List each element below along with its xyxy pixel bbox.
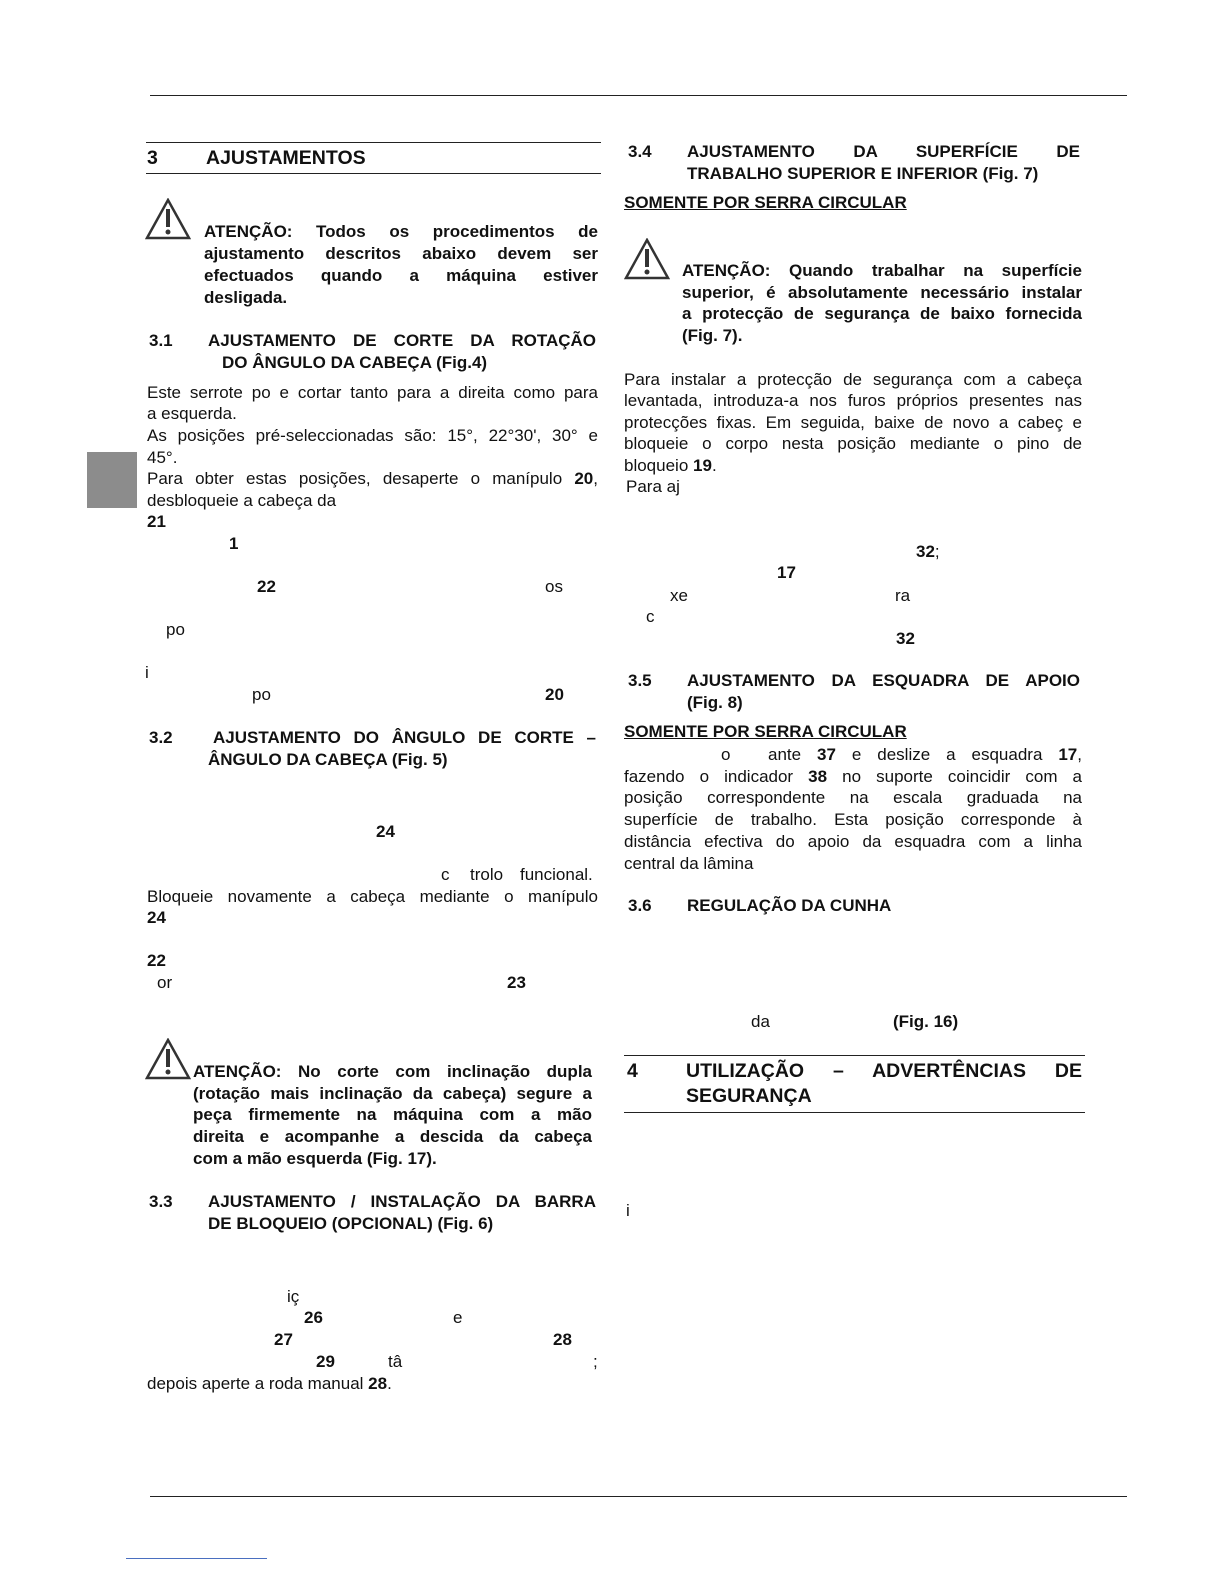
body-line: As posições pré-seleccionadas são: 15°, 22°30', 30° e bbox=[147, 426, 598, 445]
text: , bbox=[593, 469, 598, 488]
footer-rule bbox=[150, 1496, 1127, 1497]
ref-number: 19 bbox=[693, 456, 712, 475]
ref-number: 22 bbox=[147, 951, 166, 970]
ref-number: 20 bbox=[574, 469, 594, 488]
subsection-number: 3.4 bbox=[628, 142, 652, 161]
body-line: Este serrote po e cortar tanto para a direita como para bbox=[147, 383, 598, 402]
ref-number: 29 bbox=[316, 1352, 335, 1371]
ref-number: 17 bbox=[1058, 745, 1078, 764]
warning-text-line: com a mão esquerda (Fig. 17). bbox=[193, 1149, 437, 1168]
subsection-subtitle: SOMENTE POR SERRA CIRCULAR bbox=[624, 193, 907, 212]
warning-icon bbox=[145, 1038, 191, 1080]
section-title: AJUSTAMENTOS bbox=[206, 147, 366, 169]
subsection-title: DE BLOQUEIO (OPCIONAL) (Fig. 6) bbox=[208, 1214, 494, 1233]
text-fragment bbox=[916, 542, 940, 562]
body-line: central da lâmina bbox=[624, 854, 754, 873]
body-line: Bloqueie novamente a cabeça mediante o manípulo bbox=[147, 887, 598, 906]
section-title: UTILIZAÇÃO – ADVERTÊNCIAS DE bbox=[686, 1060, 1082, 1082]
text-fragment: xe bbox=[670, 586, 688, 605]
subsection-title: AJUSTAMENTO DA ESQUADRA DE APOIO bbox=[687, 671, 1080, 690]
ref-number: 1 bbox=[229, 534, 239, 553]
ref-number: 23 bbox=[507, 973, 526, 992]
section-rule-top bbox=[146, 142, 601, 143]
body-line: levantada, introduza-a nos furos próprios presentes nas bbox=[624, 391, 1082, 410]
warning-icon bbox=[624, 238, 670, 280]
subsection-number: 3.6 bbox=[628, 896, 652, 915]
subsection-number: 3.3 bbox=[149, 1192, 173, 1211]
text: , bbox=[1077, 745, 1082, 764]
ref-number: 28 bbox=[553, 1330, 572, 1349]
subsection-title: DO ÂNGULO DA CABEÇA (Fig.4) bbox=[222, 353, 488, 372]
text: fazendo o indicador bbox=[624, 767, 809, 786]
body-line: 45°. bbox=[147, 448, 178, 467]
warning-icon bbox=[145, 198, 191, 240]
text-fragment: o bbox=[721, 745, 731, 764]
body-line: Para aj bbox=[626, 477, 680, 496]
section-rule-bottom bbox=[146, 173, 601, 174]
section-title: SEGURANÇA bbox=[686, 1085, 812, 1107]
ref-number: 20 bbox=[545, 685, 564, 704]
text: e deslize a esquadra bbox=[835, 745, 1059, 764]
body-line bbox=[768, 745, 1082, 765]
text-fragment: po bbox=[252, 685, 271, 704]
ref-number: 21 bbox=[147, 512, 166, 531]
text-fragment: tâ bbox=[388, 1352, 403, 1371]
ref-number: 26 bbox=[304, 1308, 323, 1327]
body-line bbox=[147, 1374, 392, 1394]
subsection-number: 3.2 bbox=[149, 728, 173, 747]
body-line: Para instalar a protecção de segurança com a cabeça bbox=[624, 370, 1082, 389]
warning-text-line: ATENÇÃO: Quando trabalhar na superfície bbox=[682, 261, 1082, 280]
chapter-tab-marker bbox=[87, 452, 137, 508]
text-fragment: or bbox=[157, 973, 173, 992]
text: depois aperte a roda manual bbox=[147, 1374, 369, 1393]
ref-number: 24 bbox=[147, 908, 166, 927]
footer-link-line bbox=[126, 1558, 267, 1559]
text: ; bbox=[934, 542, 940, 561]
warning-text-line: a protecção de segurança de baixo fornecida bbox=[682, 304, 1082, 323]
body-line bbox=[624, 456, 717, 476]
text: no suporte coincidir com a bbox=[827, 767, 1083, 786]
ref-number: 32 bbox=[896, 629, 915, 648]
text-fragment: e bbox=[453, 1308, 463, 1327]
ref-number: 22 bbox=[257, 577, 276, 596]
text-fragment: funcional. bbox=[520, 865, 593, 884]
body-line bbox=[624, 767, 1082, 787]
body-line: bloqueie o corpo nesta posição mediante o pino de bbox=[624, 434, 1082, 453]
warning-text-line: efectuados quando a máquina estiver bbox=[204, 266, 598, 285]
warning-text-line: (rotação mais inclinação da cabeça) segure a bbox=[193, 1084, 592, 1103]
ref-number: 32 bbox=[916, 542, 935, 561]
subsection-number: 3.5 bbox=[628, 671, 652, 690]
subsection-title: (Fig. 8) bbox=[687, 693, 743, 712]
body-line bbox=[147, 469, 598, 489]
body-line: protecções fixas. Em seguida, baixe de novo a cabeç e bbox=[624, 413, 1082, 432]
header-rule bbox=[150, 95, 1127, 96]
section-rule-bottom bbox=[624, 1112, 1085, 1113]
subsection-number: 3.1 bbox=[149, 331, 173, 350]
subsection-title: REGULAÇÃO DA CUNHA bbox=[687, 896, 892, 915]
section-number: 4 bbox=[627, 1060, 638, 1082]
ref-number: 27 bbox=[274, 1330, 293, 1349]
warning-text-line: ATENÇÃO: No corte com inclinação dupla bbox=[193, 1062, 592, 1081]
body-line: posição correspondente na escala graduada na bbox=[624, 788, 1082, 807]
body-line: superfície de trabalho. Esta posição corresponde à bbox=[624, 810, 1082, 829]
ref-number: 38 bbox=[808, 767, 828, 786]
warning-text-line: direita e acompanhe a descida da cabeça bbox=[193, 1127, 592, 1146]
subsection-title: TRABALHO SUPERIOR E INFERIOR (Fig. 7) bbox=[687, 164, 1039, 183]
text-fragment: os bbox=[545, 577, 563, 596]
text-fragment: ra bbox=[895, 586, 911, 605]
warning-text-line: desligada. bbox=[204, 288, 288, 307]
subsection-title: AJUSTAMENTO DE CORTE DA ROTAÇÃO bbox=[208, 331, 596, 350]
ref-number: 17 bbox=[777, 563, 796, 582]
text-fragment: i bbox=[626, 1201, 630, 1220]
subsection-subtitle: SOMENTE POR SERRA CIRCULAR bbox=[624, 722, 907, 741]
text-fragment: c bbox=[441, 865, 450, 884]
body-line: desbloqueie a cabeça da bbox=[147, 491, 337, 510]
text-fragment: i bbox=[145, 663, 149, 682]
figure-ref: (Fig. 16) bbox=[893, 1012, 959, 1031]
ref-number: 24 bbox=[376, 822, 395, 841]
text: Para obter estas posições, desaperte o manípulo bbox=[147, 469, 575, 488]
ref-number: 37 bbox=[817, 745, 836, 764]
warning-text-line: superior, é absolutamente necessário instalar bbox=[682, 283, 1082, 302]
subsection-title: ÂNGULO DA CABEÇA (Fig. 5) bbox=[208, 750, 448, 769]
text-fragment: ; bbox=[593, 1352, 598, 1371]
section-rule-top bbox=[624, 1055, 1085, 1056]
text-fragment: iç bbox=[287, 1287, 300, 1306]
text-fragment: c bbox=[646, 607, 655, 626]
text-fragment: po bbox=[166, 620, 185, 639]
text-fragment: trolo bbox=[470, 865, 504, 884]
section-number: 3 bbox=[147, 147, 158, 169]
warning-text-line: peça firmemente na máquina com a mão bbox=[193, 1105, 592, 1124]
subsection-title: AJUSTAMENTO DA SUPERFÍCIE DE bbox=[687, 142, 1080, 161]
warning-text-line: ajustamento descritos abaixo devem ser bbox=[204, 244, 598, 263]
text: . bbox=[711, 456, 717, 475]
warning-text-line: ATENÇÃO: Todos os procedimentos de bbox=[204, 222, 598, 241]
warning-text-line: (Fig. 7). bbox=[682, 326, 743, 345]
body-line: distância efectiva do apoio da esquadra com a linha bbox=[624, 832, 1082, 851]
text: bloqueio bbox=[624, 456, 694, 475]
text: ante bbox=[768, 745, 818, 764]
ref-number: 28 bbox=[368, 1374, 388, 1393]
text: . bbox=[387, 1374, 392, 1393]
body-line: a esquerda. bbox=[147, 404, 237, 423]
subsection-title: AJUSTAMENTO / INSTALAÇÃO DA BARRA bbox=[208, 1192, 596, 1211]
text-fragment: da bbox=[751, 1012, 770, 1031]
subsection-title: AJUSTAMENTO DO ÂNGULO DE CORTE – bbox=[213, 728, 596, 747]
